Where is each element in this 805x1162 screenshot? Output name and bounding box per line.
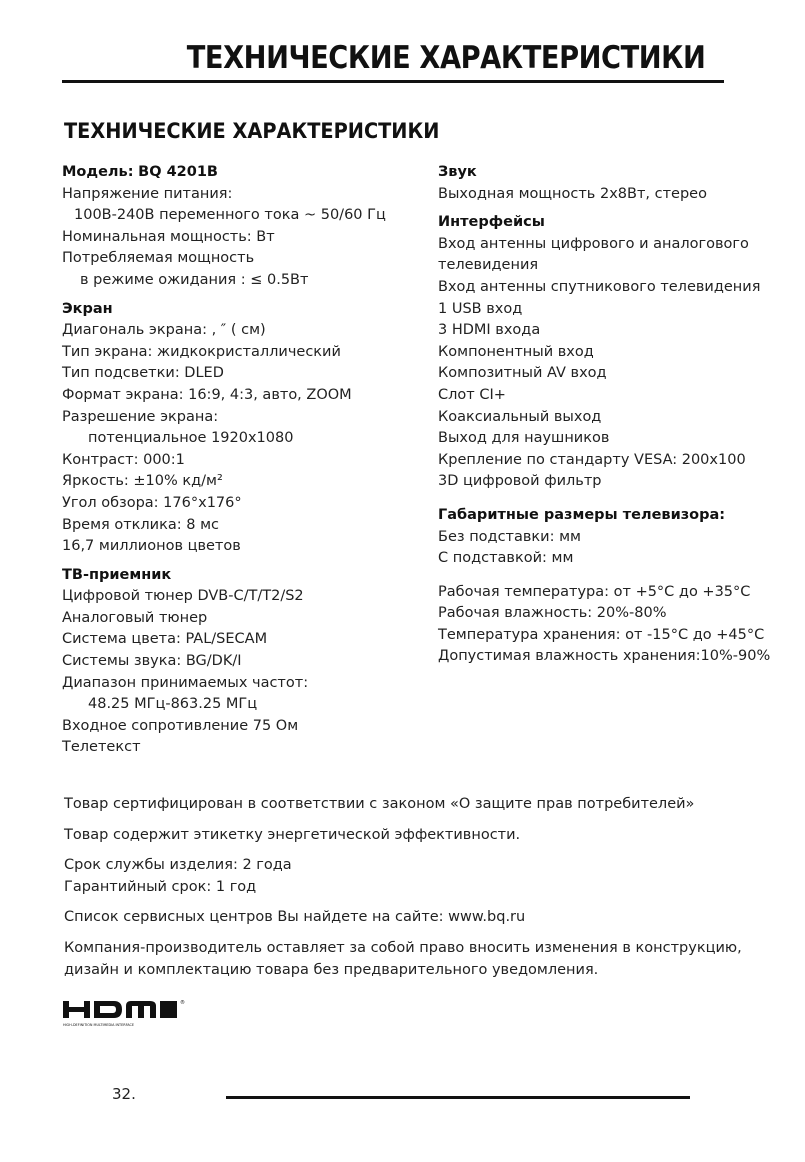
energy-label-note: Товар содержит этикетку энергетической эффективности. [64,826,521,843]
model-label: Модель: [62,164,134,180]
hdmi-tagline: HIGH-DEFINITION MULTIMEDIA INTERFACE [63,1023,135,1027]
interface-line: Выход для наушников [438,430,610,447]
footer-divider [226,1096,690,1099]
interface-line: Коаксиальный выход [438,408,602,425]
screen-spec-line: Разрешение экрана: [62,408,219,425]
dimensions-heading: Габаритные размеры телевизора: [438,506,726,523]
hdmi-registered-mark: ® [180,1000,185,1006]
specs-right-column [438,162,783,668]
interface-line: Крепление по стандарту VESA: 200х100 [438,451,746,468]
tuner-spec-line: Телетекст [62,739,141,756]
specs-left-column [62,162,422,759]
screen-spec-line: Тип подсветки: DLED [62,365,224,382]
notes-block [64,794,744,990]
screen-spec-line: Тип экрана: жидкокристаллический [62,343,341,360]
service-centers-note: Список сервисных центров Вы найдете на сайте: www.bq.ru [64,909,526,926]
power-line: в режиме ожидания : ≤ 0.5Вт [80,271,309,288]
screen-spec-line: Диагональ экрана: , ″ ( см) [62,322,266,339]
screen-spec-line: потенциальное 1920х1080 [88,430,294,447]
environment-line: Допустимая влажность хранения:10%-90% [438,648,771,665]
tuner-spec-line: Цифровой тюнер DVB-C/T/T2/S2 [62,588,304,605]
screen-spec-line: Яркость: ±10% кд/м² [62,473,223,490]
interface-line: Вход антенны спутникового телевидения [438,278,761,295]
tuner-spec-line: Входное сопротивление 75 Ом [62,717,299,734]
tuner-spec-line: Системы звука: BG/DK/I [62,653,242,670]
sound-spec-line: Выходная мощность 2х8Вт, стерео [438,185,707,202]
model-line [62,162,422,184]
interface-line: 3 HDMI входа [438,322,541,339]
interface-line: телевидения [438,257,539,274]
interface-line: Компонентный вход [438,343,594,360]
dimensions-line: Без подставки: мм [438,528,581,545]
power-line: Напряжение питания: [62,185,233,202]
dimensions-line: С подставкой: мм [438,550,574,567]
tuner-spec-line: 48.25 МГц-863.25 МГц [88,696,258,713]
screen-heading: Экран [62,300,113,317]
screen-spec-line: Контраст: 000:1 [62,451,185,468]
tuner-heading: ТВ-приемник [62,566,172,583]
hdmi-logo [62,998,192,1028]
screen-spec-line: Формат экрана: 16:9, 4:3, авто, ZOOM [62,386,352,403]
disclaimer-note [64,938,744,981]
page-header-title: ТЕХНИЧЕСКИЕ ХАРАКТЕРИСТИКИ [186,40,705,76]
interface-line: Композитный AV вход [438,365,607,382]
interface-line: Вход антенны цифрового и аналогового [438,235,749,252]
environment-line: Рабочая температура: от +5°С до +35°С [438,583,751,600]
certification-note: Товар сертифицирован в соответствии с законом «О защите прав потребителей» [64,796,695,812]
power-line: Номинальная мощность: Вт [62,228,275,245]
header-divider [62,80,724,83]
sound-heading: Звук [438,164,477,180]
tuner-spec-line: Система цвета: PAL/SECAM [62,631,268,648]
model-value: BQ 4201B [138,164,218,180]
interface-line: 1 USB вход [438,300,523,317]
environment-line: Температура хранения: от -15°С до +45°С [438,626,765,643]
screen-spec-line: 16,7 миллионов цветов [62,538,241,555]
interfaces-heading: Интерфейсы [438,214,545,231]
screen-spec-line: Время отклика: 8 мс [62,516,219,533]
environment-line: Рабочая влажность: 20%-80% [438,605,667,622]
disclaimer-line: дизайн и комплектацию товара без предварительного уведомления. [64,961,599,978]
tuner-spec-line: Диапазон принимаемых частот: [62,674,309,691]
section-title: ТЕХНИЧЕСКИЕ ХАРАКТЕРИСТИКИ [64,119,440,143]
lifetime-note [64,855,744,898]
power-line: 100В-240В переменного тока ~ 50/60 Гц [74,207,386,224]
interface-line: 3D цифровой фильтр [438,473,602,490]
service-life: Срок службы изделия: 2 года [64,857,292,874]
warranty-period: Гарантийный срок: 1 год [64,878,257,895]
screen-spec-line: Угол обзора: 176°х176° [62,494,242,511]
power-line: Потребляемая мощность [62,250,255,267]
disclaimer-line: Компания-производитель оставляет за собой право вносить изменения в конструкцию, [64,939,742,956]
page-number: 32. [112,1085,136,1103]
tuner-spec-line: Аналоговый тюнер [62,609,208,626]
interface-line: Слот CI+ [438,386,506,403]
